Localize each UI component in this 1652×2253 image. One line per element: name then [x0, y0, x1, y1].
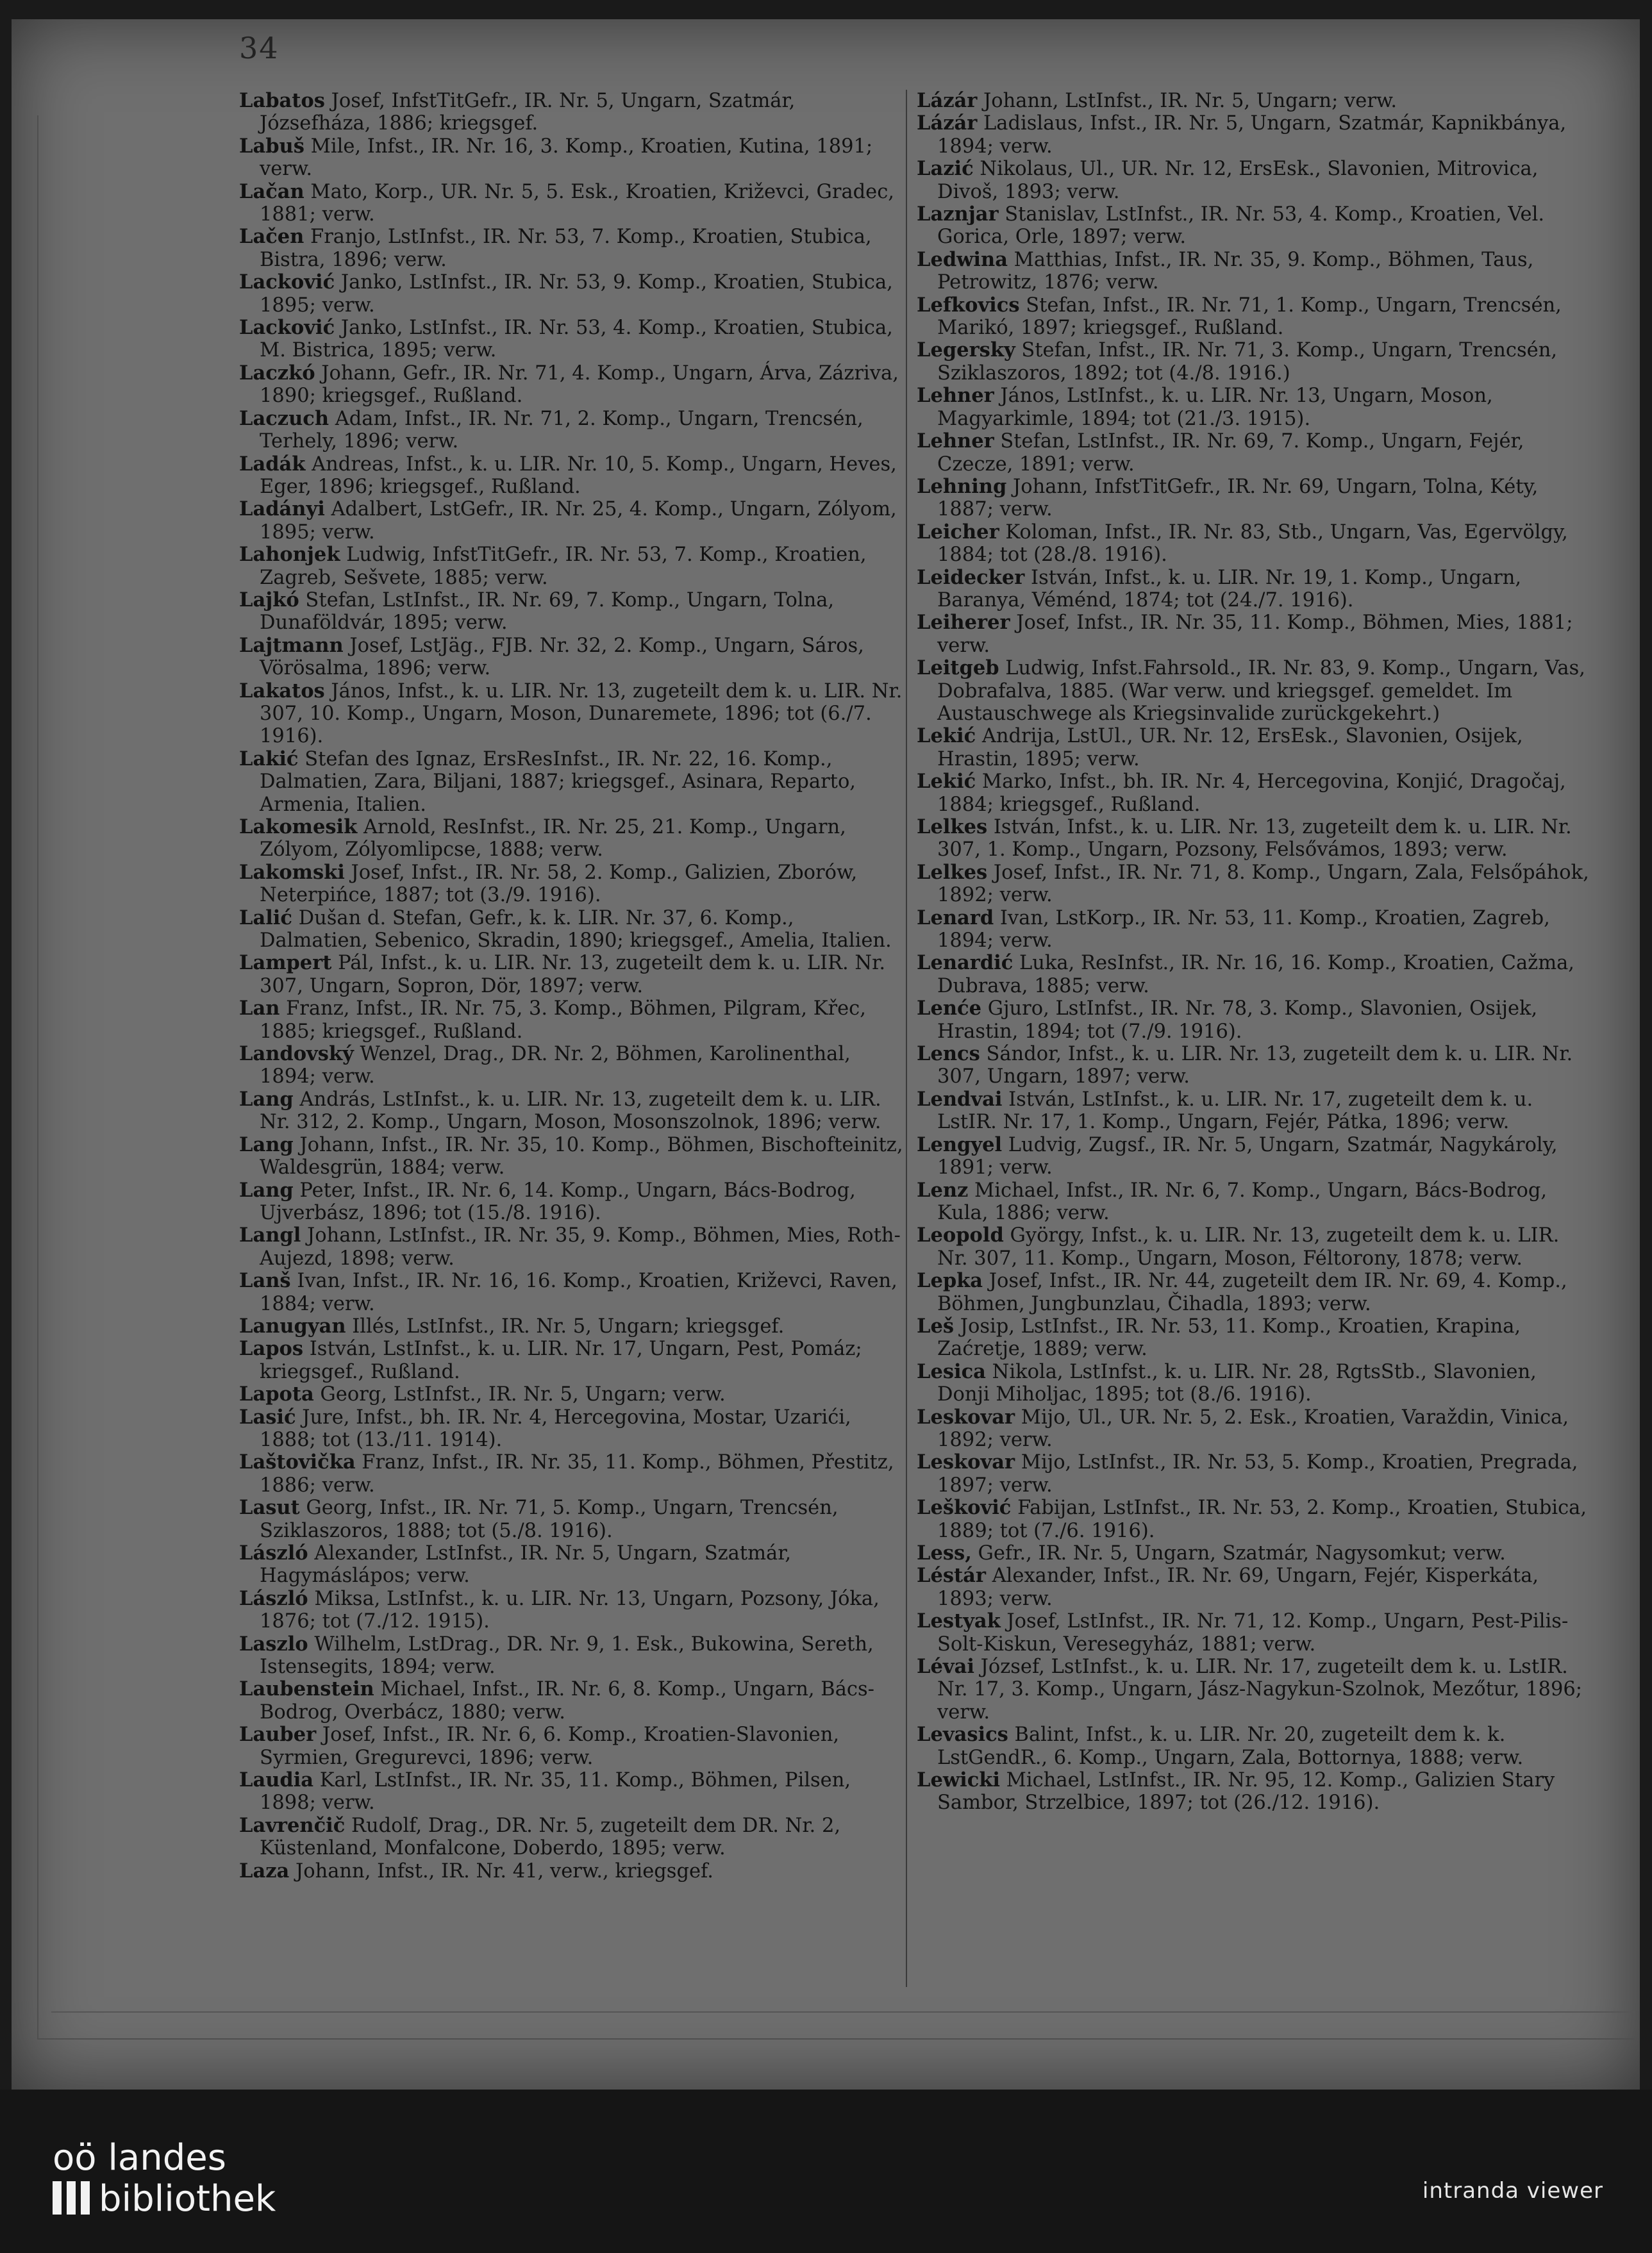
entry-details: Johann, Infst., IR. Nr. 35, 10. Komp., Böhmen, Bischofteinitz, Waldesgrün, 1884; verw.	[260, 1133, 903, 1179]
register-entry	[239, 1088, 906, 1134]
entry-surname: Laudia	[239, 1768, 314, 1792]
entry-details: Franjo, LstInfst., IR. Nr. 53, 7. Komp., Kroatien, Stubica, Bistra, 1896; verw.	[260, 226, 872, 271]
entry-surname: Lenard	[917, 906, 994, 929]
entry-surname: Lesica	[917, 1359, 986, 1383]
register-entry	[239, 1134, 906, 1179]
entry-details: Johann, Infst., IR. Nr. 41, verw., kriegsgef.	[289, 1859, 713, 1883]
entry-surname: Laczuch	[239, 406, 330, 430]
entry-surname: Leskovar	[917, 1451, 1015, 1474]
entry-details: Balint, Infst., k. u. LIR. Nr. 20, zugeteilt dem k. k. LstGendR., 6. Komp., Ungarn, Zala, Bottornya, 1888; verw.	[937, 1724, 1524, 1769]
register-entry	[239, 1338, 906, 1383]
entry-details: Jure, Infst., bh. IR. Nr. 4, Hercegovina, Mostar, Uzarići, 1888; tot (13./11. 1914).	[260, 1406, 851, 1451]
entry-details: Alexander, LstInfst., IR. Nr. 5, Ungarn, Szatmár, Hagymáslápos; verw.	[260, 1542, 792, 1588]
entry-details: György, Infst., k. u. LIR. Nr. 13, zugeteilt dem k. u. LIR. Nr. 307, 11. Komp., Ungarn, Moson, Féltorony, 1878; verw.	[937, 1224, 1560, 1270]
entry-details: Ladislaus, Infst., IR. Nr. 5, Ungarn, Szatmár, Kapnikbánya, 1894; verw.	[937, 112, 1567, 158]
register-entry	[239, 1179, 906, 1225]
entry-details: Josef, InfstTitGefr., IR. Nr. 5, Ungarn, Szatmár, Józsefháza, 1886; kriegsgef.	[260, 90, 796, 135]
register-entry	[917, 1656, 1590, 1724]
entry-surname: Legersky	[917, 338, 1015, 362]
register-entry	[239, 680, 906, 748]
entry-surname: Lefkovics	[917, 293, 1020, 317]
register-entry	[239, 1724, 906, 1769]
entry-details: Stanislav, LstInfst., IR. Nr. 53, 4. Komp., Kroatien, Vel. Gorica, Orle, 1897; verw.	[937, 203, 1545, 249]
register-entry	[239, 816, 906, 861]
entry-surname: Lepka	[917, 1269, 983, 1293]
entry-details: Mato, Korp., UR. Nr. 5, 5. Esk., Kroatien, Križevci, Gradec, 1881; verw.	[260, 180, 894, 226]
register-entry	[239, 1043, 906, 1088]
entry-details: Stefan, Infst., IR. Nr. 71, 3. Komp., Ungarn, Trencsén, Sziklaszoros, 1892; tot (4./8. 1916.)	[937, 339, 1558, 385]
entry-details: Adalbert, LstGefr., IR. Nr. 25, 4. Komp., Ungarn, Zólyom, 1895; verw.	[260, 498, 897, 544]
entry-details: Johann, InfstTitGefr., IR. Nr. 69, Ungarn, Tolna, Kéty, 1887; verw.	[937, 475, 1539, 521]
entry-details: Dušan d. Stefan, Gefr., k. k. LIR. Nr. 37, 6. Komp., Dalmatien, Sebenico, Skradin, 1890; kriegsgef., Amelia, Italien.	[260, 906, 892, 952]
entry-surname: Lendvai	[917, 1087, 1003, 1111]
register-entry	[917, 1179, 1590, 1225]
register-entry	[917, 725, 1590, 770]
entry-details: Josef, Infst., IR. Nr. 35, 11. Komp., Böhmen, Mies, 1881; verw.	[937, 611, 1573, 657]
register-entry	[239, 408, 906, 453]
register-entry	[239, 1406, 906, 1452]
entry-surname: Lakić	[239, 747, 299, 770]
register-entry	[239, 952, 906, 997]
entry-details: Luka, ResInfst., IR. Nr. 16, 16. Komp., Kroatien, Cažma, Dubrava, 1885; verw.	[937, 952, 1574, 997]
entry-details: Mijo, Ul., UR. Nr. 5, 2. Esk., Kroatien, Varaždin, Vinica, 1892; verw.	[937, 1406, 1569, 1451]
entry-surname: Lelkes	[917, 815, 988, 838]
entry-surname: Lengyel	[917, 1133, 1003, 1156]
column-divider	[906, 90, 907, 1987]
entry-details: Michael, LstInfst., IR. Nr. 95, 12. Komp., Galizien Stary Sambor, Strzelbice, 1897; tot (26./12. 1916).	[937, 1769, 1555, 1815]
entry-details: Josip, LstInfst., IR. Nr. 53, 11. Komp., Kroatien, Krapina, Zaćretje, 1889; verw.	[937, 1315, 1521, 1361]
register-entry	[239, 1497, 906, 1542]
entry-details: Pál, Infst., k. u. LIR. Nr. 13, zugeteilt dem k. u. LIR. Nr. 307, Ungarn, Sopron, Dör, 1897; verw.	[260, 952, 886, 997]
left-column	[239, 90, 906, 1883]
register-entry	[917, 1134, 1590, 1179]
entry-details: Gefr., IR. Nr. 5, Ungarn, Szatmár, Nagysomkut; verw.	[971, 1542, 1506, 1565]
entry-surname: Lázár	[917, 112, 978, 135]
entry-details: Wenzel, Drag., DR. Nr. 2, Böhmen, Karolinenthal, 1894; verw.	[260, 1043, 851, 1088]
entry-details: Karl, LstInfst., IR. Nr. 35, 11. Komp., Böhmen, Pilsen, 1898; verw.	[260, 1769, 851, 1815]
right-column	[917, 90, 1590, 1815]
brand-line-1: oö landes	[53, 2137, 226, 2179]
register-entry	[917, 1270, 1590, 1315]
entry-details: Sándor, Infst., k. u. LIR. Nr. 13, zugeteilt dem k. u. LIR. Nr. 307, Ungarn, 1897; verw.	[937, 1043, 1573, 1088]
entry-surname: Lauber	[239, 1723, 317, 1747]
entry-details: Ivan, LstKorp., IR. Nr. 53, 11. Komp., Kroatien, Zagreb, 1894; verw.	[937, 906, 1550, 952]
register-entry	[917, 112, 1590, 158]
entry-surname: Lenz	[917, 1178, 969, 1202]
entry-surname: Lakomski	[239, 860, 345, 884]
register-entry	[917, 1361, 1590, 1406]
entry-details: József, LstInfst., k. u. LIR. Nr. 17, zugeteilt dem k. u. LstIR. Nr. 17, 3. Komp., Ungarn, Jász-Nagykun-Szolnok, Mezőtur, 1896; verw.	[937, 1656, 1583, 1724]
entry-details: Stefan des Ignaz, ErsResInfst., IR. Nr. 22, 16. Komp., Dalmatien, Zara, Biljani, 1887; kriegsgef., Asinara, Reparto, Armenia, Italien.	[260, 747, 856, 816]
register-entry	[917, 430, 1590, 476]
entry-surname: Lapota	[239, 1383, 314, 1406]
register-entry	[917, 907, 1590, 952]
entry-details: Michael, Infst., IR. Nr. 6, 8. Komp., Ungarn, Bács-Bodrog, Overbácz, 1880; verw.	[260, 1678, 874, 1724]
register-entry	[917, 1565, 1590, 1610]
entry-details: Illés, LstInfst., IR. Nr. 5, Ungarn; kriegsgef.	[346, 1315, 785, 1338]
entry-surname: Lencs	[917, 1042, 980, 1066]
entry-surname: Lanš	[239, 1269, 291, 1293]
register-entry	[239, 1224, 906, 1270]
entry-details: István, Infst., k. u. LIR. Nr. 19, 1. Komp., Ungarn, Baranya, Véménd, 1874; tot (24./7. 1916).	[937, 566, 1522, 611]
register-entry	[917, 1451, 1590, 1497]
entry-surname: Lang	[239, 1178, 294, 1202]
entry-details: Johann, LstInfst., IR. Nr. 35, 9. Komp., Böhmen, Mies, Roth-Aujezd, 1898; verw.	[260, 1224, 901, 1270]
entry-surname: Lačan	[239, 179, 305, 203]
entry-surname: Landovský	[239, 1042, 354, 1066]
register-entry	[917, 1043, 1590, 1088]
register-entry	[917, 567, 1590, 612]
entry-details: Alexander, Infst., IR. Nr. 69, Ungarn, Fejér, Kisperkáta, 1893; verw.	[937, 1565, 1539, 1610]
entry-surname: Lapos	[239, 1337, 304, 1361]
entry-details: Josef, Infst., IR. Nr. 71, 8. Komp., Ungarn, Zala, Felsőpáhok, 1892; verw.	[937, 861, 1589, 907]
entry-surname: Lampert	[239, 951, 332, 975]
entry-surname: Lenće	[917, 997, 982, 1020]
register-entry	[239, 635, 906, 680]
register-entry	[917, 385, 1590, 430]
entry-details: Miksa, LstInfst., k. u. LIR. Nr. 13, Ungarn, Pozsony, Jóka, 1876; tot (7./12. 1915).	[260, 1587, 880, 1633]
entry-surname: Lehner	[917, 429, 994, 453]
entry-surname: Laza	[239, 1859, 290, 1883]
register-entry	[917, 1724, 1590, 1769]
register-entry	[917, 1088, 1590, 1134]
entry-surname: Laubenstein	[239, 1677, 374, 1701]
entry-surname: Ladák	[239, 452, 306, 476]
entry-details: Adam, Infst., IR. Nr. 71, 2. Komp., Ungarn, Trencsén, Terhely, 1896; verw.	[260, 407, 864, 453]
entry-surname: Lajtmann	[239, 633, 344, 657]
entry-surname: Less,	[917, 1542, 972, 1565]
register-entry	[239, 997, 906, 1043]
register-entry	[917, 1497, 1590, 1542]
register-entry	[917, 770, 1590, 816]
viewer-label[interactable]: intranda viewer	[1422, 2178, 1603, 2204]
register-entry	[239, 1678, 906, 1724]
entry-details: Georg, LstInfst., IR. Nr. 5, Ungarn; verw.	[313, 1383, 726, 1406]
library-logo[interactable]	[53, 2138, 276, 2220]
entry-details: Franz, Infst., IR. Nr. 35, 11. Komp., Böhmen, Přestitz, 1886; verw.	[260, 1451, 894, 1497]
register-entry	[917, 611, 1590, 657]
entry-details: Johann, Gefr., IR. Nr. 71, 4. Komp., Ungarn, Árva, Zázriva, 1890; kriegsgef., Rußland.	[260, 362, 899, 408]
register-entry	[917, 1542, 1590, 1565]
register-entry	[239, 1769, 906, 1815]
register-entry	[239, 861, 906, 907]
register-entry	[917, 203, 1590, 249]
entry-surname: Lakomesik	[239, 815, 358, 838]
entry-details: István, LstInfst., k. u. LIR. Nr. 17, zugeteilt dem k. u. LstIR. Nr. 17, 1. Komp., Ungarn, Fejér, Pátka, 1896; verw.	[937, 1088, 1533, 1134]
entry-surname: Labuš	[239, 134, 305, 158]
entry-details: Arnold, ResInfst., IR. Nr. 25, 21. Komp., Ungarn, Zólyom, Zólyomlipcse, 1888; verw.	[260, 816, 846, 861]
entry-details: Stefan, Infst., IR. Nr. 71, 1. Komp., Ungarn, Trencsén, Marikó, 1897; kriegsgef., Rußland.	[937, 294, 1562, 340]
entry-surname: Lešković	[917, 1496, 1012, 1520]
register-entry	[239, 362, 906, 408]
entry-surname: Levasics	[917, 1723, 1008, 1747]
entry-surname: Lévai	[917, 1655, 974, 1679]
entry-details: Mijo, LstInfst., IR. Nr. 53, 5. Komp., Kroatien, Pregrada, 1897; verw.	[937, 1451, 1578, 1497]
entry-details: Marko, Infst., bh. IR. Nr. 4, Hercegovina, Konjić, Dragočaj, 1884; kriegsgef., Rußland.	[937, 770, 1566, 816]
entry-surname: Lacković	[239, 316, 335, 340]
entry-details: Rudolf, Drag., DR. Nr. 5, zugeteilt dem DR. Nr. 2, Küstenland, Monfalcone, Doberdo, 1895; verw.	[260, 1814, 841, 1860]
entry-surname: Lang	[239, 1133, 294, 1156]
register-entry	[917, 816, 1590, 861]
entry-surname: Lehning	[917, 474, 1007, 498]
entry-details: Josef, Infst., IR. Nr. 58, 2. Komp., Galizien, Zborów, Neterpińce, 1887; tot (3./9. 1916).	[260, 861, 858, 907]
entry-details: Stefan, LstInfst., IR. Nr. 69, 7. Komp., Ungarn, Fejér, Czecze, 1891; verw.	[937, 430, 1524, 476]
entry-surname: Lasić	[239, 1405, 296, 1429]
entry-surname: Lasut	[239, 1496, 300, 1520]
entry-surname: Leidecker	[917, 565, 1025, 589]
entry-details: Josef, Infst., IR. Nr. 6, 6. Komp., Kroatien-Slavonien, Syrmien, Gregurevci, 1896; verw.	[260, 1724, 840, 1769]
register-entry	[239, 317, 906, 362]
entry-surname: Lekić	[917, 724, 976, 748]
entry-details: Ludwig, InfstTitGefr., IR. Nr. 53, 7. Komp., Kroatien, Zagreb, Sešvete, 1885; verw.	[260, 544, 867, 589]
entry-surname: Leiherer	[917, 611, 1010, 635]
register-entry	[917, 861, 1590, 907]
entry-details: János, LstInfst., k. u. LIR. Nr. 13, Ungarn, Moson, Magyarkimle, 1894; tot (21./3. 1915).	[937, 385, 1493, 430]
entry-details: Nikolaus, Ul., UR. Nr. 12, ErsEsk., Slavonien, Mitrovica, Divoš, 1893; verw.	[937, 158, 1539, 203]
entry-details: Gjuro, LstInfst., IR. Nr. 78, 3. Komp., Slavonien, Osijek, Hrastin, 1894; tot (7./9. 1916).	[937, 997, 1538, 1043]
entry-surname: Lanugyan	[239, 1314, 346, 1338]
register-entry	[917, 1406, 1590, 1452]
entry-surname: Lahonjek	[239, 543, 340, 567]
entry-details: Stefan, LstInfst., IR. Nr. 69, 7. Komp., Ungarn, Tolna, Dunaföldvár, 1895; verw.	[260, 588, 835, 635]
entry-details: Andrija, LstUl., UR. Nr. 12, ErsEsk., Slavonien, Osijek, Hrastin, 1895; verw.	[937, 725, 1523, 770]
entry-surname: Lenardić	[917, 951, 1014, 975]
register-entry	[239, 271, 906, 317]
register-entry	[917, 1224, 1590, 1270]
entry-details: Matthias, Infst., IR. Nr. 35, 9. Komp., Böhmen, Taus, Petrowitz, 1876; verw.	[937, 248, 1534, 294]
register-entry	[917, 158, 1590, 203]
register-entry	[239, 1270, 906, 1315]
entry-details: Mile, Infst., IR. Nr. 16, 3. Komp., Kroatien, Kutina, 1891; verw.	[260, 135, 873, 181]
entry-details: Peter, Infst., IR. Nr. 6, 14. Komp., Ungarn, Bács-Bodrog, Ujverbász, 1896; tot (15./8. 1916).	[260, 1179, 856, 1224]
entry-surname: Langl	[239, 1224, 301, 1247]
entry-surname: Laštovička	[239, 1451, 356, 1474]
register-entry	[239, 1451, 906, 1497]
register-entry	[917, 476, 1590, 521]
register-entry	[917, 249, 1590, 294]
entry-details: Wilhelm, LstDrag., DR. Nr. 9, 1. Esk., Bukowina, Sereth, Istensegits, 1894; verw.	[260, 1633, 874, 1679]
bars-icon	[53, 2181, 90, 2215]
register-entry	[239, 181, 906, 226]
register-entry	[917, 1769, 1590, 1815]
entry-details: Josef, LstInfst., IR. Nr. 71, 12. Komp., Ungarn, Pest-Pilis-Solt-Kiskun, Veresegyház, 1881; verw.	[937, 1610, 1569, 1656]
register-entry	[239, 748, 906, 816]
entry-details: Ivan, Infst., IR. Nr. 16, 16. Komp., Kroatien, Križevci, Raven, 1884; verw.	[260, 1270, 897, 1315]
entry-surname: Lestyak	[917, 1609, 1001, 1633]
entry-details: Janko, LstInfst., IR. Nr. 53, 4. Komp., Kroatien, Stubica, M. Bistrica, 1895; verw.	[260, 317, 893, 362]
register-entry	[917, 1610, 1590, 1656]
entry-details: Fabijan, LstInfst., IR. Nr. 53, 2. Komp., Kroatien, Stubica, 1889; tot (7./6. 1916).	[937, 1497, 1587, 1542]
entry-surname: Laszlo	[239, 1632, 308, 1656]
entry-details: Andreas, Infst., k. u. LIR. Nr. 10, 5. Komp., Ungarn, Heves, Eger, 1896; kriegsgef., Rußland.	[260, 453, 897, 498]
entry-details: András, LstInfst., k. u. LIR. Nr. 13, zugeteilt dem k. u. LIR. Nr. 312, 2. Komp., Ungarn, Moson, Mosonszolnok, 1896; verw.	[260, 1088, 881, 1134]
register-entry	[239, 453, 906, 499]
entry-details: Johann, LstInfst., IR. Nr. 5, Ungarn; verw.	[977, 90, 1398, 112]
brand-line-2: bibliothek	[99, 2178, 276, 2220]
entry-details: Janko, LstInfst., IR. Nr. 53, 9. Komp., Kroatien, Stubica, 1895; verw.	[260, 271, 893, 317]
entry-details: János, Infst., k. u. LIR. Nr. 13, zugeteilt dem k. u. LIR. Nr. 307, 10. Komp., Ungarn, Moson, Dunaremete, 1896; tot (6./7. 1916).	[260, 679, 903, 748]
register-entry	[239, 589, 906, 635]
entry-surname: László	[239, 1586, 308, 1610]
entry-surname: Lakatos	[239, 679, 325, 703]
entry-surname: Lekić	[917, 770, 976, 794]
entry-surname: Lan	[239, 997, 280, 1020]
entry-surname: Lačen	[239, 225, 305, 249]
register-entry	[917, 90, 1590, 112]
register-entry	[239, 544, 906, 589]
register-entry	[239, 907, 906, 952]
register-entry	[239, 498, 906, 544]
entry-surname: Leicher	[917, 520, 999, 544]
register-entry	[917, 657, 1590, 725]
entry-details: Michael, Infst., IR. Nr. 6, 7. Komp., Ungarn, Bács-Bodrog, Kula, 1886; verw.	[937, 1179, 1548, 1224]
entry-surname: Lajkó	[239, 588, 299, 611]
entry-details: Franz, Infst., IR. Nr. 75, 3. Komp., Böhmen, Pilgram, Křec, 1885; kriegsgef., Rußland.	[260, 997, 866, 1043]
register-entry	[239, 1542, 906, 1588]
entry-surname: Leopold	[917, 1224, 1004, 1247]
entry-surname: Laznjar	[917, 203, 999, 226]
entry-surname: Lazić	[917, 157, 974, 181]
register-entry	[239, 1633, 906, 1679]
register-entry	[917, 997, 1590, 1043]
entry-details: Josef, Infst., IR. Nr. 44, zugeteilt dem IR. Nr. 69, 4. Komp., Böhmen, Jungbunzlau, Čihadla, 1893; verw.	[937, 1270, 1567, 1315]
entry-details: István, LstInfst., k. u. LIR. Nr. 17, Ungarn, Pest, Pomáz; kriegsgef., Rußland.	[260, 1338, 862, 1383]
entry-surname: Léstár	[917, 1564, 986, 1588]
register-entry	[239, 1815, 906, 1860]
entry-surname: Lehner	[917, 384, 994, 408]
entry-surname: Lázár	[917, 89, 978, 112]
entry-details: Ludwig, Infst.Fahrsold., IR. Nr. 83, 9. Komp., Ungarn, Vas, Dobrafalva, 1885. (War verw. und kriegsgef. gemeldet. Im Austauschwege als Kriegsinvalide zurückgekehrt.)	[937, 657, 1585, 725]
register-entry	[917, 952, 1590, 997]
register-entry	[239, 226, 906, 271]
entry-surname: Lewicki	[917, 1768, 1000, 1792]
entry-surname: Labatos	[239, 89, 325, 112]
entry-surname: Lavrenčič	[239, 1813, 346, 1837]
entry-surname: Lang	[239, 1087, 294, 1111]
page-number: 34	[239, 31, 280, 65]
register-entry	[917, 521, 1590, 567]
entry-surname: Leš	[917, 1314, 955, 1338]
entry-details: Nikola, LstInfst., k. u. LIR. Nr. 28, RgtsStb., Slavonien, Donji Miholjac, 1895; tot (8./6. 1916).	[937, 1360, 1537, 1406]
register-entry	[239, 135, 906, 181]
register-entry	[239, 1383, 906, 1406]
register-entry	[239, 90, 906, 135]
register-entry	[239, 1860, 906, 1883]
entry-details: István, Infst., k. u. LIR. Nr. 13, zugeteilt dem k. u. LIR. Nr. 307, 1. Komp., Ungarn, Pozsony, Felsővámos, 1893; verw.	[937, 816, 1572, 861]
register-entry	[239, 1588, 906, 1633]
register-entry	[239, 1315, 906, 1338]
entry-surname: Leskovar	[917, 1405, 1015, 1429]
entry-surname: László	[239, 1542, 308, 1565]
entry-surname: Ledwina	[917, 247, 1008, 271]
entry-surname: Lacković	[239, 270, 335, 294]
scanned-page	[12, 19, 1640, 2090]
entry-surname: Lalić	[239, 906, 292, 929]
entry-details: Josef, LstJäg., FJB. Nr. 32, 2. Komp., Ungarn, Sáros, Vörösalma, 1896; verw.	[260, 634, 864, 680]
entry-surname: Ladányi	[239, 497, 325, 521]
register-entry	[917, 339, 1590, 385]
entry-details: Georg, Infst., IR. Nr. 71, 5. Komp., Ungarn, Trencsén, Sziklaszoros, 1888; tot (5./8. 1916).	[260, 1497, 839, 1542]
entry-details: Ludvig, Zugsf., IR. Nr. 5, Ungarn, Szatmár, Nagykároly, 1891; verw.	[937, 1133, 1558, 1179]
register-entry	[917, 294, 1590, 340]
register-entry	[917, 1315, 1590, 1361]
entry-surname: Leitgeb	[917, 656, 999, 680]
entry-surname: Lelkes	[917, 860, 988, 884]
entry-surname: Laczkó	[239, 361, 315, 385]
entry-details: Koloman, Infst., IR. Nr. 83, Stb., Ungarn, Vas, Egervölgy, 1884; tot (28./8. 1916).	[937, 520, 1568, 567]
